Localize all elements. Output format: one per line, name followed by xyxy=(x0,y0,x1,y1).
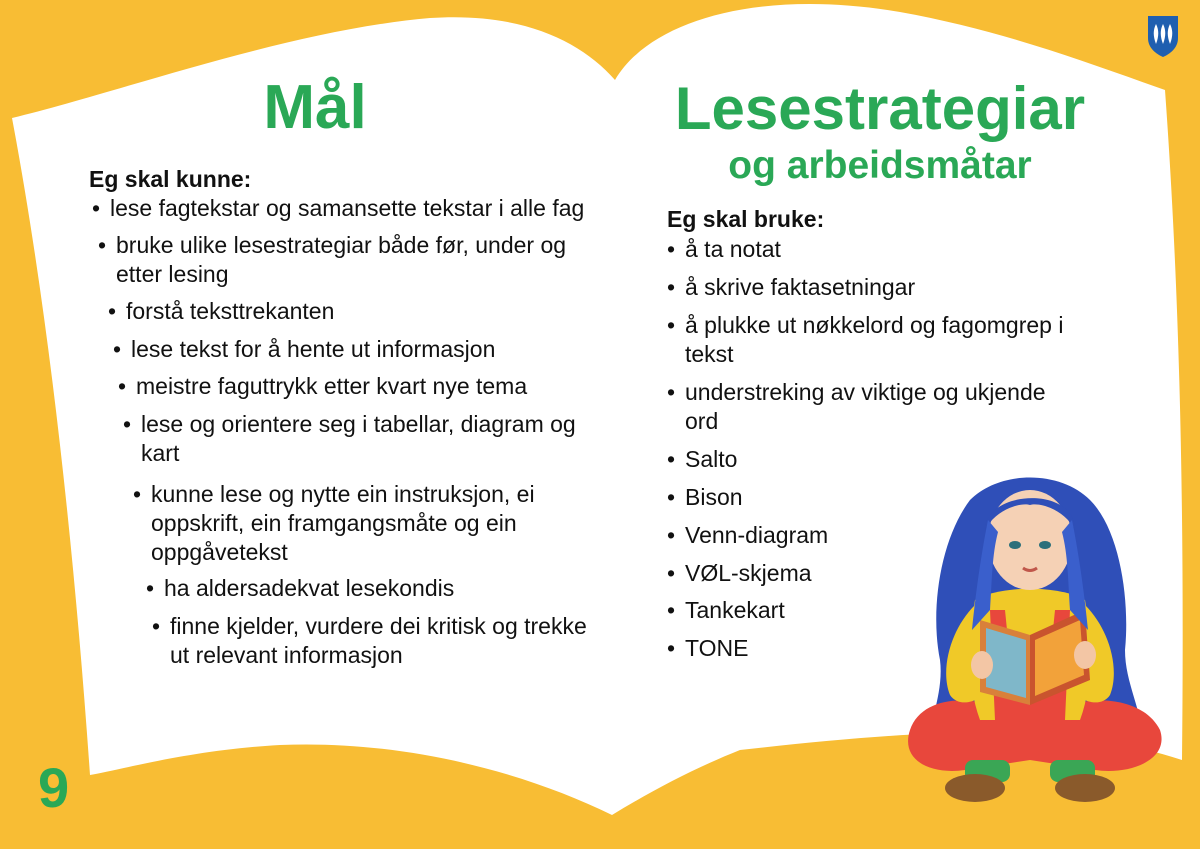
municipal-shield-icon xyxy=(1146,14,1180,58)
strategy-item: • Bison xyxy=(667,483,743,512)
right-page-heading: Eg skal bruke: xyxy=(667,206,825,232)
goal-item: • kunne lese og nytte ein instruksjon, ei oppskrift, ein framgangsmåte og ein oppgåvetekst xyxy=(133,480,535,567)
goal-item: • meistre faguttrykk etter kvart nye tema xyxy=(118,372,527,401)
strategy-item: • understreking av viktige og ukjende ord xyxy=(667,378,1046,436)
right-page-title: Lesestrategiar xyxy=(674,75,1086,142)
left-page-title: Mål xyxy=(263,73,367,142)
strategy-item: • å skrive faktasetningar xyxy=(667,273,915,302)
strategy-item: • Tankekart xyxy=(667,596,785,625)
goal-item: • ha aldersadekvat lesekondis xyxy=(146,574,454,603)
goal-item: • lese og orientere seg i tabellar, diagram og kart xyxy=(123,410,576,468)
strategy-item: • TONE xyxy=(667,634,748,663)
girl-reading-book-illustration xyxy=(880,460,1180,820)
page-number: 9 xyxy=(38,756,70,819)
strategy-item: • Salto xyxy=(667,445,737,474)
strategy-item: • å plukke ut nøkkelord og fagomgrep i tekst xyxy=(667,311,1063,369)
goal-item: • forstå teksttrekanten xyxy=(108,297,334,326)
strategy-item: • VØL-skjema xyxy=(667,559,812,588)
left-page-heading: Eg skal kunne: xyxy=(89,166,252,192)
goal-item: • finne kjelder, vurdere dei kritisk og trekke ut relevant informasjon xyxy=(152,612,587,670)
right-page-subtitle: og arbeidsmåtar xyxy=(728,144,1032,187)
goal-item: • bruke ulike lesestrategiar både før, under og etter lesing xyxy=(98,231,566,289)
goal-item: • lese tekst for å hente ut informasjon xyxy=(113,335,495,364)
strategy-item: • å ta notat xyxy=(667,235,781,264)
strategy-item: • Venn-diagram xyxy=(667,521,828,550)
goal-item: • lese fagtekstar og samansette tekstar i alle fag xyxy=(92,194,584,223)
